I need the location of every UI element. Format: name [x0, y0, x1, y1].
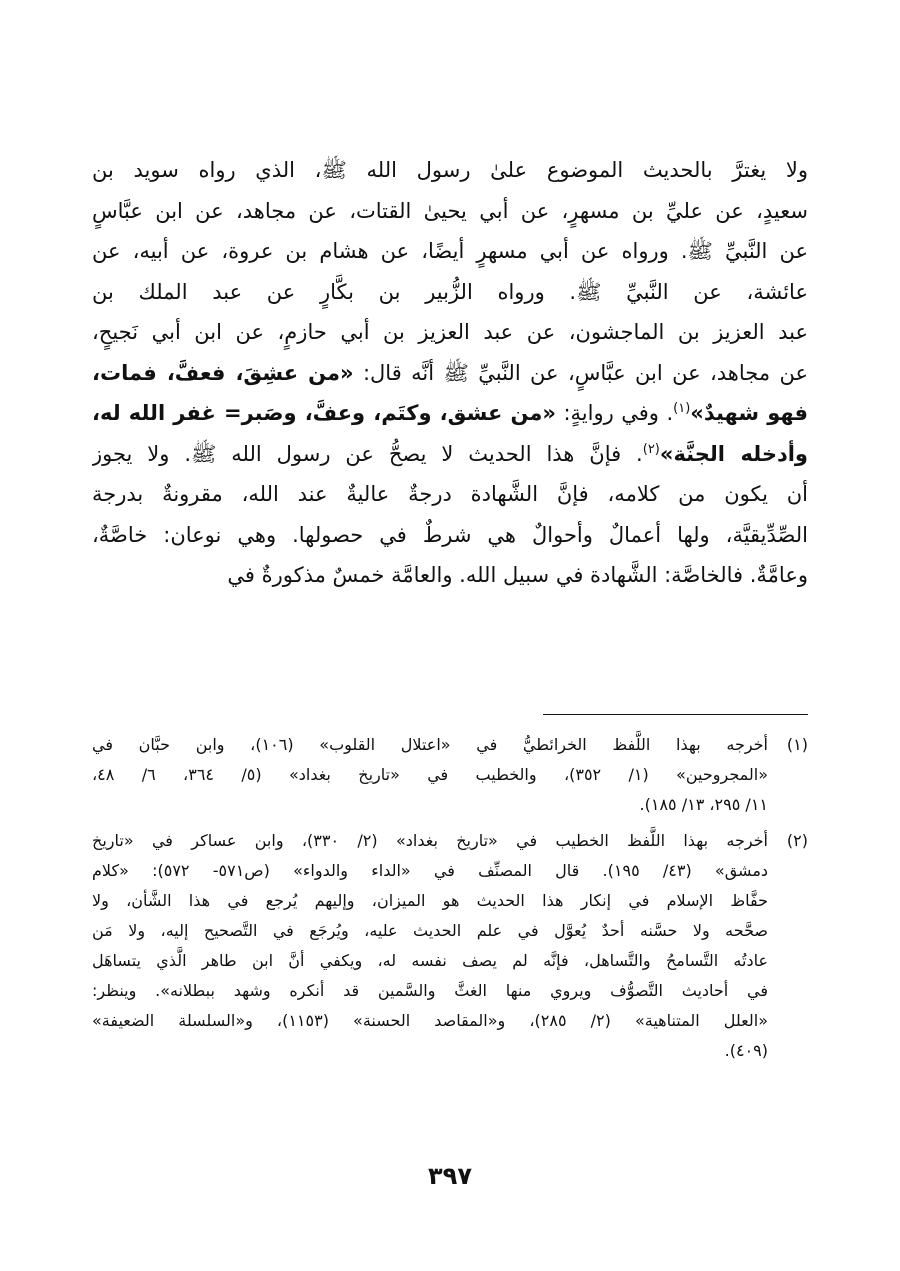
text-span: عن النَّبيِّ ﷺ. ورواه عن أبي مسهرٍ أيضًا، عن هشام بن عروة، عن أبيه، عن — [92, 239, 808, 263]
footnote-line: دمشق» (٤٣/ ١٩٥). قال المصنِّف في «الداء والدواء» (ص٥٧١- ٥٧٢): «كلام — [92, 861, 768, 880]
footnote-line: حفَّاظ الإسلام في إنكار هذا الحديث هو الميزان، وإليهم يُرجع في هذا الشَّأن، ولا — [92, 891, 768, 910]
footnote-reference: (٢) — [642, 441, 660, 457]
text-line — [92, 231, 808, 272]
text-line — [92, 555, 808, 596]
footnote — [92, 730, 808, 820]
text-line — [92, 474, 808, 515]
text-span: عائشة، عن النَّبيِّ ﷺ. ورواه الزُّبير بن بكَّارٍ عن عبد الملك بن — [92, 279, 808, 304]
hadith-quote: فهو شهيدٌ» — [690, 401, 808, 425]
footnote-line: «المجروحين» (١/ ٣٥٢)، والخطيب في «تاريخ بغداد» (٥/ ٣٦٤، ٦/ ٤٨، — [92, 765, 768, 784]
text-line — [92, 515, 808, 556]
text-line — [92, 434, 808, 475]
text-line — [92, 393, 808, 434]
footnote-line: ١١/ ٢٩٥، ١٣/ ١٨٥). — [639, 795, 768, 814]
hadith-quote: «من عشِقَ، فعفَّ، فمات، — [92, 360, 354, 385]
footnote-line: عادتُه التَّسامحُ والتَّساهل، فإنَّه لم يصف نفسه له، ويكفي أنَّ ابن طاهر الَّذي يتساهَل — [92, 951, 768, 970]
hadith-quote: «من عشق، وكتَم، وعفَّ، وصَبر= غفر الله له، — [92, 401, 556, 425]
text-span: . فإنَّ هذا الحديث لا يصحُّ عن رسول الله ﷺ. ولا يجوز — [92, 441, 643, 466]
main-body-text — [92, 150, 808, 596]
page-number: ٣٩٧ — [428, 1162, 472, 1190]
footnote-separator — [543, 714, 808, 715]
footnote-number: (١) — [786, 735, 808, 754]
text-span: الصِّدِّيقيَّة، ولها أعمالٌ وأحوالٌ هي شرطٌ في حصولها. وهي نوعان: خاصَّةٌ، — [92, 522, 808, 547]
text-span: وعامَّةٌ. فالخاصَّة: الشَّهادة في سبيل الله. والعامَّة خمسٌ مذكورةٌ في — [227, 563, 808, 587]
footnote-line: (٤٠٩). — [724, 1041, 768, 1060]
footnote-line: أخرجه بهذا اللَّفظ الخرائطيُّ في «اعتلال القلوب» (١٠٦)، وابن حبَّان في — [92, 735, 768, 754]
footnote-line: «العلل المتناهية» (٢/ ٢٨٥)، و«المقاصد الحسنة» (١١٥٣)، و«السلسلة الضعيفة» — [92, 1011, 768, 1030]
footnote-number: (٢) — [786, 831, 808, 850]
footnotes — [92, 730, 808, 1072]
footnote-line: في أحاديث التَّصوُّف ويروي منها الغثَّ والسَّمين قد أنكره وشهد ببطلانه». وينظر: — [92, 981, 768, 1000]
text-span: أن يكون من كلامه، فإنَّ الشَّهادة درجةٌ عاليةٌ عند الله، مقرونةٌ بدرجة — [92, 482, 808, 506]
text-line — [92, 312, 808, 353]
text-line — [92, 191, 808, 232]
footnote — [92, 826, 808, 1066]
footnote-line: أخرجه بهذا اللَّفظ الخطيب في «تاريخ بغداد» (٢/ ٣٣٠)، وابن عساكر في «تاريخ — [92, 831, 768, 850]
text-span: عن مجاهد، عن ابن عبَّاسٍ، عن النَّبيِّ ﷺ أنَّه قال: — [353, 360, 808, 385]
text-span: . وفي روايةٍ: — [555, 401, 674, 425]
footnote-line: صحَّحه ولا حسَّنه أحدٌ يُعوَّل في علم الحديث عليه، ويُرجَع في التَّصحيح إليه، ولا مَن — [92, 921, 768, 940]
text-span: عبد العزيز بن الماجشون، عن عبد العزيز بن أبي حازمٍ، عن ابن أبي نَجيحٍ، — [92, 320, 808, 344]
text-line — [92, 150, 808, 191]
footnote-reference: (١) — [673, 401, 691, 416]
text-line — [92, 272, 808, 313]
text-span: ولا يغترَّ بالحديث الموضوع علىٰ رسول الله ﷺ، الذي رواه سويد بن — [92, 158, 808, 182]
text-line — [92, 353, 808, 394]
hadith-quote: وأدخله الجنَّة» — [659, 441, 808, 466]
text-span: سعيدٍ، عن عليِّ بن مسهرٍ، عن أبي يحيىٰ القتات، عن مجاهد، عن ابن عبَّاسٍ — [92, 198, 808, 223]
